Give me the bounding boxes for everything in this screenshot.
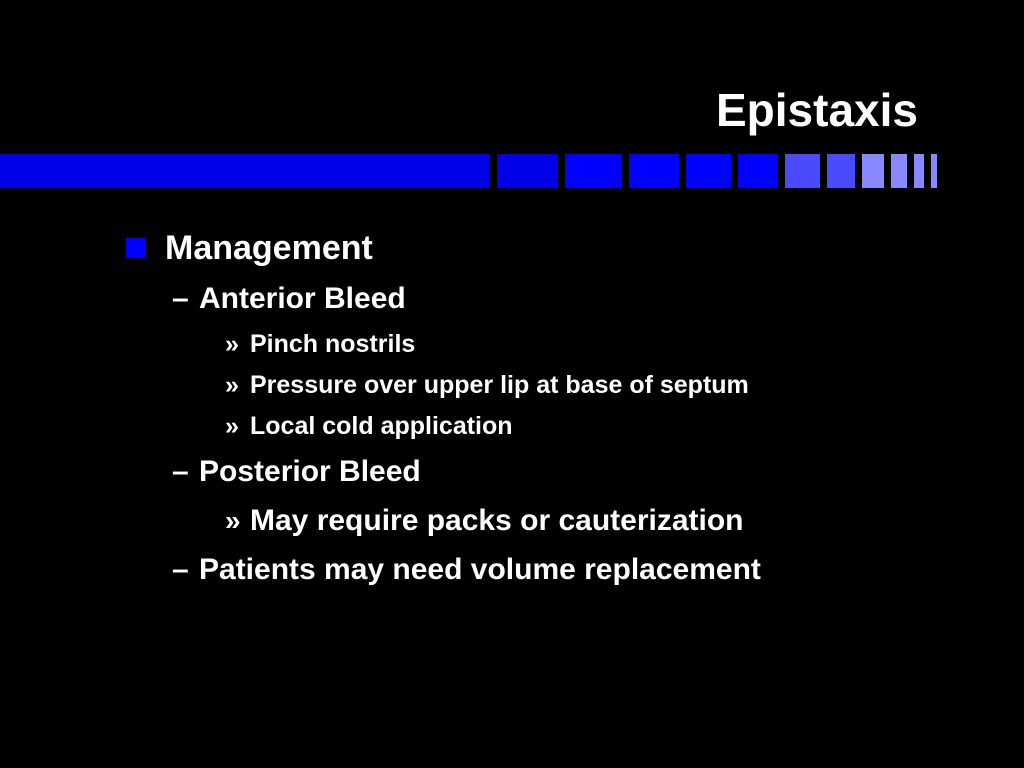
chevron-bullet-icon: » (225, 371, 239, 399)
square-bullet-icon (126, 238, 145, 257)
bullet-packs-cauterization: May require packs or cauterization (250, 504, 744, 537)
chevron-bullet-icon: » (225, 505, 241, 536)
chevron-bullet-icon: » (225, 330, 239, 358)
chevron-bullet-icon: » (225, 412, 239, 440)
bullet-management: Management (165, 229, 373, 267)
dash-bullet-icon: – (172, 553, 189, 586)
slide-title: Epistaxis (716, 84, 918, 136)
dash-bullet-icon: – (172, 282, 189, 315)
bullet-posterior-bleed: Posterior Bleed (199, 455, 421, 488)
bullet-volume-replacement: Patients may need volume replacement (199, 553, 761, 586)
bullet-pressure-upper-lip: Pressure over upper lip at base of septum (250, 371, 749, 399)
bullet-pinch-nostrils: Pinch nostrils (250, 330, 416, 358)
bullet-local-cold: Local cold application (250, 412, 513, 440)
bullet-anterior-bleed: Anterior Bleed (199, 282, 406, 315)
dash-bullet-icon: – (172, 455, 189, 488)
